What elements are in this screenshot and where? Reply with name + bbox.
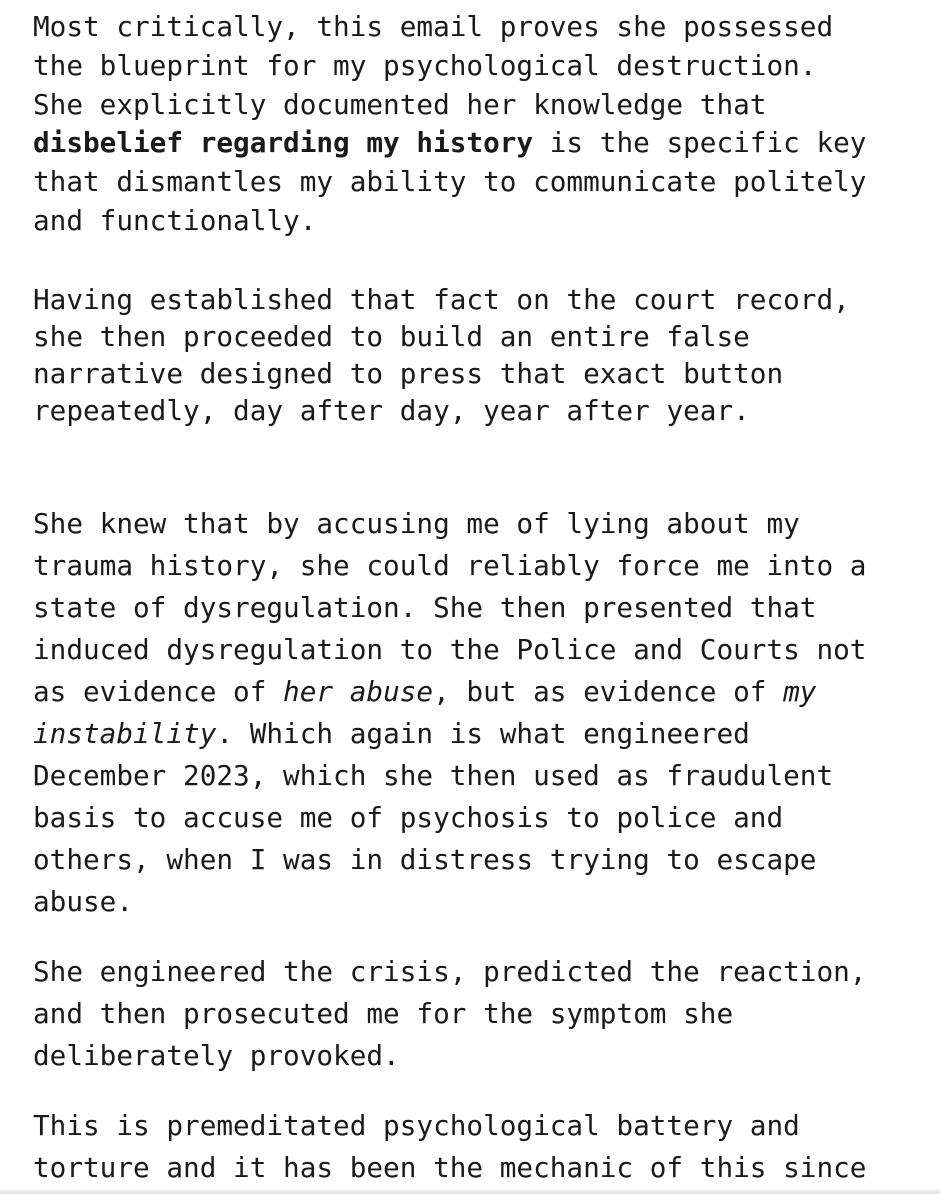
text-line: torture and it has been the mechanic of this since <box>33 1150 867 1184</box>
text-line: repeatedly, day after day, year after year. <box>33 393 750 427</box>
text-line <box>33 713 933 755</box>
document-body <box>33 8 933 1189</box>
italic-phrase: my <box>783 674 817 708</box>
text-line: narrative designed to press that exact button <box>33 356 784 390</box>
text-line: Having established that fact on the court record, <box>33 282 850 316</box>
paragraph-trauma-history <box>33 503 933 923</box>
text-line: Most critically, this email proves she possessed <box>33 10 834 43</box>
text-line: and then prosecuted me for the symptom she <box>33 996 734 1030</box>
text-line: abuse. <box>33 884 134 918</box>
text-line: that dismantles my ability to communicate politely <box>33 165 867 199</box>
text-line <box>33 124 933 163</box>
text-line: she then proceeded to build an entire false <box>33 319 750 353</box>
italic-phrase: her abuse <box>283 674 434 708</box>
text-line: state of dysregulation. She then presented that <box>33 590 817 624</box>
paragraph-premeditated <box>33 1105 933 1189</box>
text-run: , but as evidence of <box>433 674 784 708</box>
text-line: deliberately provoked. <box>33 1038 400 1072</box>
text-line: and functionally. <box>33 203 317 237</box>
text-line: basis to accuse me of psychosis to police and <box>33 800 784 834</box>
paragraph-court-record <box>33 281 933 429</box>
text-line: She knew that by accusing me of lying about my <box>33 506 800 540</box>
text-run: as evidence of <box>33 674 284 708</box>
text-line: This is premeditated psychological battery and <box>33 1108 800 1142</box>
text-run: is the specific key <box>533 126 867 160</box>
text-line: December 2023, which she then used as fraudulent <box>33 758 834 792</box>
bold-phrase: disbelief regarding my history <box>33 126 534 160</box>
paragraph-blueprint <box>33 8 933 241</box>
text-line: trauma history, she could reliably force me into a <box>33 548 867 582</box>
text-line <box>33 671 933 713</box>
text-line: induced dysregulation to the Police and Courts not <box>33 632 867 666</box>
bottom-edge-shadow <box>0 1188 940 1194</box>
italic-phrase: instability <box>33 716 217 750</box>
text-line: the blueprint for my psychological destruction. <box>33 48 817 82</box>
text-line: She engineered the crisis, predicted the reaction, <box>33 954 867 988</box>
text-run: . Which again is what engineered <box>216 716 750 750</box>
paragraph-engineered-crisis <box>33 951 933 1077</box>
text-line: others, when I was in distress trying to escape <box>33 842 817 876</box>
text-line: She explicitly documented her knowledge that <box>33 87 767 121</box>
